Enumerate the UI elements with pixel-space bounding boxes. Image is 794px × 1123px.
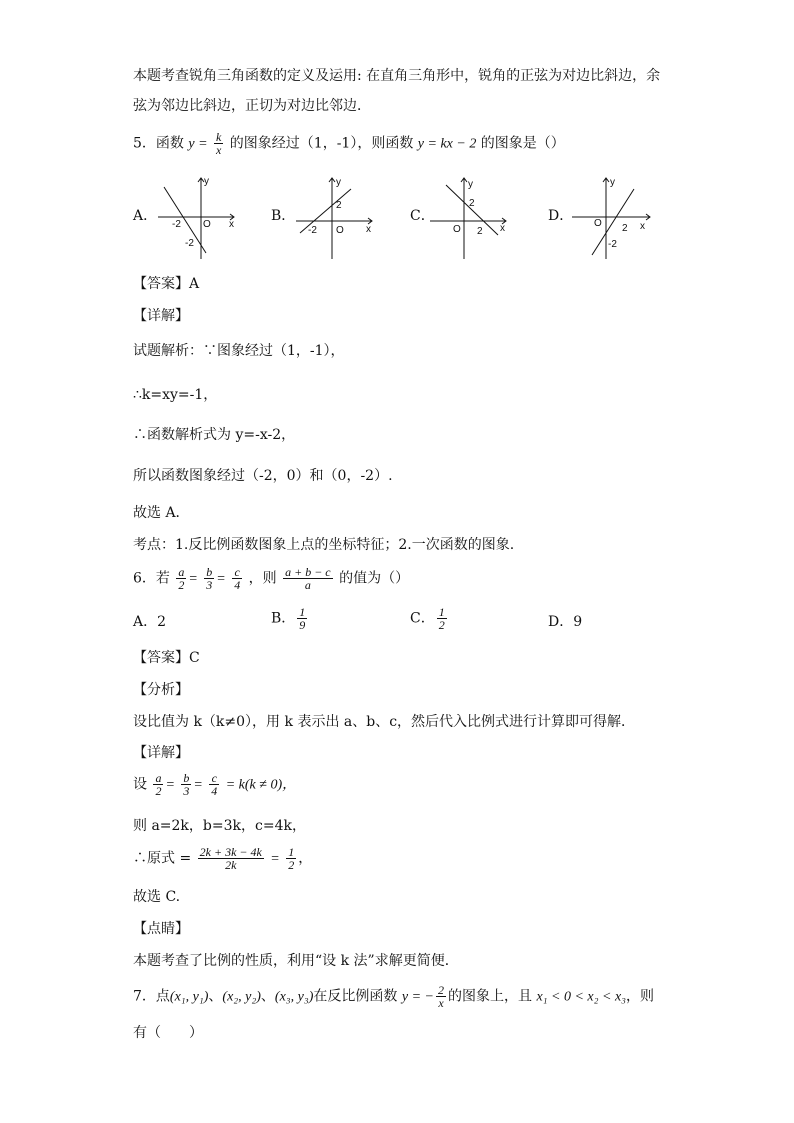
q5-option-a-label: A． — [133, 208, 158, 224]
q5-option-b-label: B． — [271, 208, 296, 224]
q5-d-tick-2: -2 — [608, 239, 617, 250]
q5-b-y-label: y — [336, 177, 341, 188]
q6-option-a: A．2 — [133, 614, 167, 630]
q5-d-tick-1: 2 — [622, 223, 628, 234]
q5-step-5: 故选 A． — [133, 505, 190, 521]
q5-answer: 【答案】A — [133, 276, 200, 292]
q5-a-tick-1: -2 — [172, 219, 181, 230]
q5-detail-heading: 【详解】 — [133, 308, 189, 324]
q6-number: 6．若 — [133, 570, 170, 587]
q6-analysis-heading: 【分析】 — [133, 682, 189, 698]
q5-option-c-graph — [430, 175, 510, 264]
q5-option-a-graph — [158, 175, 238, 264]
q6-frac-c: $\frac{c}{4}$ — [234, 565, 241, 592]
q5-d-x-label: x — [640, 221, 645, 232]
q5-option-d-graph — [572, 175, 652, 264]
q6-answer: 【答案】C — [133, 650, 200, 666]
intro-line-2: 弦为邻边比斜边，正切为对边比邻边． — [133, 98, 371, 114]
q5-c-origin: O — [453, 224, 461, 235]
q5-d-origin: O — [594, 218, 602, 229]
q5-number: 5．函数 — [133, 135, 184, 152]
q6-mid: ，则 — [248, 570, 277, 587]
q6-then: 则 a=2k，b=3k，c=4k， — [133, 818, 306, 834]
q6-frac-b: $\frac{b}{3}$ — [206, 565, 213, 592]
q5-step-6: 考点：1.反比例函数图象上点的坐标特征；2.一次函数的图象. — [133, 537, 515, 553]
q5-func2: y = kx − 2 — [417, 136, 477, 152]
q5-step-2: ∴k=xy=-1， — [133, 387, 218, 403]
q5-c-tick-2: 2 — [477, 226, 483, 237]
q6-frac-expr: $\frac{a + b - c}{a}$ — [285, 565, 331, 592]
q5-tail: 的图象是（） — [480, 135, 565, 152]
q6-tail: 的值为（） — [339, 570, 410, 587]
q5-step-1: 试题解析：∵图象经过（1，-1）， — [133, 343, 345, 359]
q6-choose: 故选 C. — [133, 889, 181, 905]
question-7-stem: 7．点(x₁, y₁)、(x₂, y₂)、(x₃, y₃)在反比例函数 y = − $\frac{2}{x}$ 的图象上，且 x₁ < 0 < x₂ < x₃，则 — [133, 983, 655, 1010]
q5-step-3: ∴函数解析式为 y=-x-2， — [133, 427, 296, 443]
q6-analysis: 设比值为 k（k≠0），用 k 表示出 a、b、c，然后代入比例式进行计算即可得解． — [133, 714, 636, 730]
q5-option-c-label: C． — [410, 208, 435, 224]
q5-b-tick-1: 2 — [336, 200, 342, 211]
question-5-stem — [133, 131, 565, 156]
q5-mid: 的图象经过（1，-1），则函数 — [229, 135, 414, 152]
q6-detail-heading: 【详解】 — [133, 745, 189, 761]
q5-y-eq: y = — [188, 136, 208, 152]
q7-line-2: 有（ ） — [133, 1025, 203, 1041]
q5-c-y-label: y — [468, 179, 473, 190]
q6-original: ∴原式 = $\frac{2k + 3k - 4k}{2k}$ = $\frac{1}{2}$ ， — [133, 845, 313, 872]
q5-b-origin: O — [336, 225, 344, 236]
q5-c-x-label: x — [500, 223, 505, 234]
q5-a-tick-2: -2 — [185, 238, 194, 249]
question-6-stem: 6．若 $\frac{a}{2}$ = $\frac{b}{3}$ = $\frac{c}{4}$ ，则 $\frac{a + b - c}{a}$ 的值为（） — [133, 565, 410, 592]
q5-b-tick-2: -2 — [308, 225, 317, 236]
q6-frac-a: $\frac{a}{2}$ — [178, 565, 185, 592]
q6-set-line: 设 $\frac{a}{2}$ = $\frac{b}{3}$ = $\frac{c}{4}$ = k(k ≠ 0)， — [133, 771, 297, 798]
q5-b-x-label: x — [366, 224, 371, 235]
q5-a-origin: O — [203, 219, 211, 230]
intro-line-1: 本题考查锐角三角函数的定义及运用: 在直角三角形中，锐角的正弦为对边比斜边，余 — [133, 68, 661, 84]
q5-step-4: 所以函数图象经过（-2，0）和（0，-2）. — [133, 468, 393, 484]
q6-option-c: C． $\frac{1}{2}$ — [410, 605, 445, 632]
q5-a-x-label: x — [229, 219, 234, 230]
q5-c-tick-1: 2 — [469, 198, 475, 209]
q6-comment-heading: 【点睛】 — [133, 921, 189, 937]
q6-option-b: B． $\frac{1}{9}$ — [271, 605, 306, 632]
q5-d-y-label: y — [610, 177, 615, 188]
q5-option-b-graph — [296, 175, 376, 264]
q5-a-y-label: y — [204, 176, 209, 187]
q5-option-d-label: D． — [548, 208, 574, 224]
q6-comment: 本题考查了比例的性质，利用“设 k 法”求解更简便． — [133, 953, 459, 969]
q5-fraction: $\frac{k}{x}$ — [216, 130, 222, 157]
q6-option-d: D．9 — [548, 614, 583, 630]
